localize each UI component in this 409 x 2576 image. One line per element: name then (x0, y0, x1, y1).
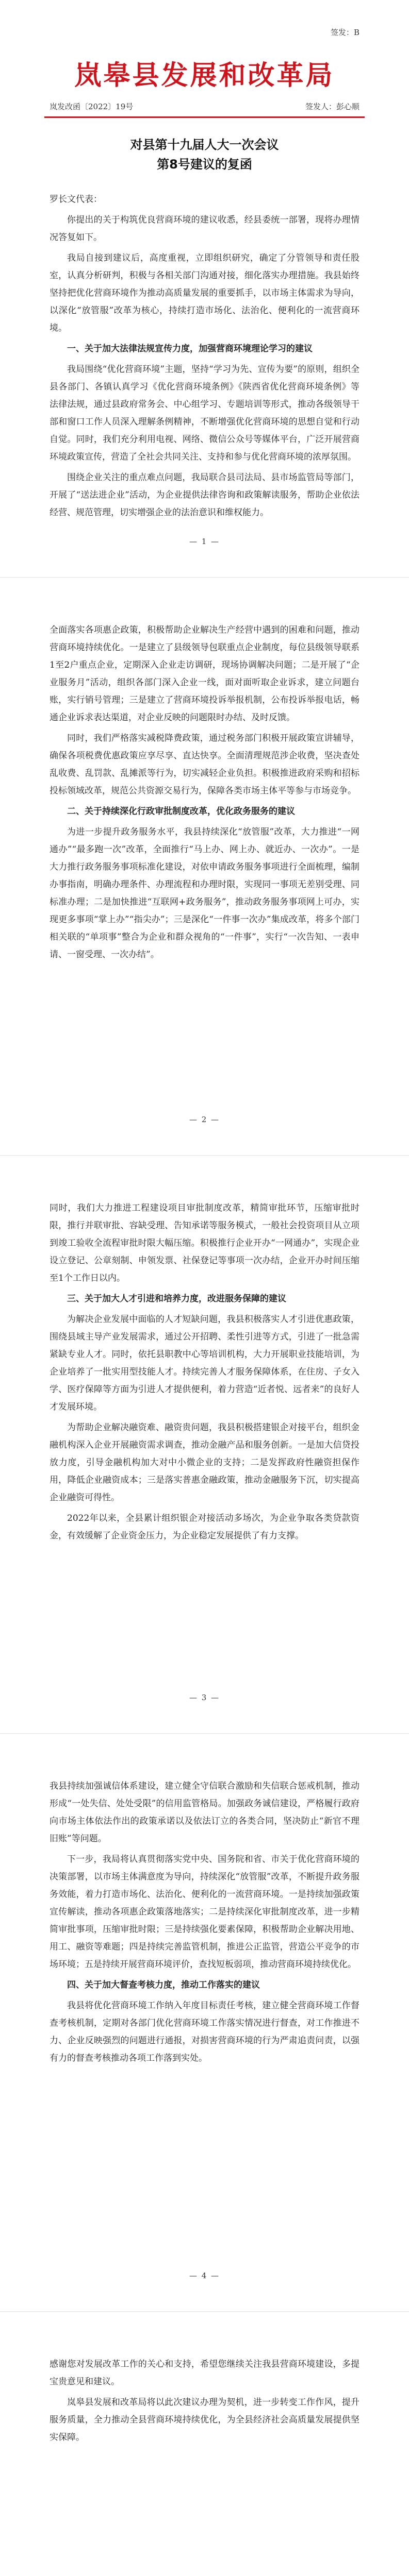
document-title (50, 135, 359, 174)
section-heading: 四、关于加大督查考核力度，推动工作落实的建议 (67, 1980, 260, 1990)
section-heading: 二、关于持续深化行政审批制度改革，优化政务服务的建议 (67, 806, 295, 817)
document-page-1 (0, 0, 409, 578)
paragraph: 为进一步提升政务服务水平，我县持续深化“放管服”改革，大力推进“一网通办”“最多跑一次”改革，全面推行“马上办、网上办、就近办、一次办”。一是大力推行政务服务事项标准化建设，对依申请政务服务事项进行全面梳理，编制办事指南，明确办理条件、办理流程和办理时限，实现同一事项无差别受理、同标准办理；二是加快推进“互联网+政务服务”，推动政务服务事项网上可办，实现更多事项“掌上办”“指尖办”；三是深化“一件事一次办”集成改革，将多个部门相关联的“单项事”整合为企业和群众视角的“一件事”，实行“一次告知、一表申请、一窗受理、一次办结”。 (50, 827, 359, 960)
page-body (50, 621, 359, 1098)
document-number-line (50, 101, 359, 112)
page-paragraphs (50, 2355, 359, 2446)
document-page-3 (0, 1156, 409, 1734)
page-body (50, 1199, 359, 1676)
page-body (50, 191, 359, 520)
document-page-4 (0, 1734, 409, 2312)
paragraph-continuation: 我县持续加强诚信体系建设，建立健全守信联合激励和失信联合惩戒机制，推动形成“一处失信、处处受限”的信用监管格局。加强政务诚信建设，严格履行政府向市场主体依法作出的政策承诺以及依法订立的各类合同，坚决防止“新官不理旧账”等问题。 (50, 1781, 359, 1844)
paragraph: 为帮助企业解决融资难、融资贵问题，我县积极搭建银企对接平台，组织金融机构深入企业开展融资需求调查，推动金融产品和服务创新。一是加大信贷投放力度，引导金融机构加大对中小微企业的支持；二是发挥政府性融资担保作用，降低企业融资成本；三是落实普惠金融政策，推动金融服务下沉，切实提高企业融资可得性。 (50, 1422, 359, 1503)
page-paragraphs (50, 211, 359, 520)
paragraph: 你提出的关于构筑优良营商环境的建议收悉，经县委统一部署，现将办理情况答复如下。 (50, 215, 359, 243)
paragraph: 岚皋县发展和改革局将以此次建议办理为契机，进一步转变工作作风，提升服务质量，全力推动全县营商环境持续优化，为全县经济社会高质量发展提供坚实保障。 (50, 2397, 359, 2443)
title-line-2: 第8号建议的复函 (157, 157, 252, 172)
page-body (50, 1777, 359, 2255)
copy-mark: 签发：B (330, 28, 359, 37)
agency-name-header: 岚皋县发展和改革局 (74, 60, 335, 91)
page-body (50, 2355, 359, 2576)
document-page-5 (0, 2312, 409, 2576)
paragraph-continuation: 感谢您对发展改革工作的关心和支持，希望您继续关注我县营商环境建设，多提宝贵意见和建议。 (50, 2359, 359, 2387)
red-divider (44, 116, 365, 118)
page-number: — 4 — (189, 2271, 220, 2280)
paragraph: 下一步，我局将认真贯彻落实党中央、国务院和省、市关于优化营商环境的决策部署，以市场主体满意度为导向，持续深化“放管服”改革，不断提升政务服务效能，着力打造市场化、法治化、便利化的一流营商环境。一是持续加强政策宣传解读，推动各项惠企政策落地落实；二是持续深化审批制度改革，进一步精简审批事项，压缩审批时限；三是持续强化要素保障，积极帮助企业解决用地、用工、融资等难题；四是持续完善监管机制，推进公正监管，营造公平竞争的市场环境；五是持续开展营商环境评价，查找短板弱项，推动营商环境持续优化。 (50, 1854, 359, 1970)
paragraph: 我县将优化营商环境工作纳入年度目标责任考核，建立健全营商环境工作督查考核机制，定期对各部门优化营商环境工作落实情况进行督查，对工作推进不力、企业反映强烈的问题进行通报，对损害营商环境的行为严肃追责问责，以强有力的督查考核推动各项工作落到实处。 (50, 2001, 359, 2063)
title-line-1: 对县第十九届人大一次会议 (130, 138, 279, 152)
document-page-2 (0, 578, 409, 1156)
section-heading: 一、关于加大法律法规宣传力度，加强营商环境理论学习的建议 (67, 344, 313, 354)
page-paragraphs (50, 1777, 359, 2067)
paragraph: 为解决企业发展中面临的人才短缺问题，我县积极落实人才引进优惠政策，围绕县域主导产业发展需求，通过公开招聘、柔性引进等方式，引进了一批急需紧缺专业人才。同时，依托县职教中心等培训机构，大力开展职业技能培训，为企业培养了一批实用型技能人才。持续完善人才服务保障体系，在住房、子女入学、医疗保障等方面为引进人才提供便利，着力营造“近者悦、远者来”的良好人才发展环境。 (50, 1314, 359, 1412)
paragraph: 围绕企业关注的重点难点问题，我局联合县司法局、县市场监管局等部门，开展了“送法进企业”活动，为企业提供法律咨询和政策解读服务，帮助企业依法经营、规范管理，切实增强企业的法治意识和维权能力。 (50, 472, 359, 518)
page-number: — 3 — (189, 1693, 220, 1702)
section-heading: 三、关于加大人才引进和培养力度，改进服务保障的建议 (67, 1294, 286, 1304)
signer: 签发人：彭心顺 (305, 102, 359, 111)
paragraph-continuation: 同时，我们大力推进工程建设项目审批制度改革，精简审批环节，压缩审批时限，推行并联审批、容缺受理、告知承诺等服务模式，一般社会投资项目从立项到竣工验收全流程审批时限大幅压缩。积极推行企业开办“一网通办”，实现企业设立登记、公章刻制、申领发票、社保登记等事项一次办结，企业开办时间压缩至1个工作日以内。 (50, 1203, 359, 1283)
page-paragraphs (50, 621, 359, 963)
paragraph: 我局自接到建议后，高度重视，立即组织研究，确定了分管领导和责任股室，认真分析研判，积极与各相关部门沟通对接，细化落实办理措施。我县始终坚持把优化营商环境作为推动高质量发展的重要抓手，以市场主体需求为导向，以深化“放管服”改革为核心，持续打造市场化、法治化、便利化的一流营商环境。 (50, 253, 359, 333)
salutation: 罗长文代表： (50, 194, 102, 205)
paragraph: 我局围绕“优化营商环境”主题，坚持“学习为先、宣传为要”的原则，组织全县各部门、各镇认真学习《优化营商环境条例》《陕西省优化营商环境条例》等法律法规，通过县政府常务会、中心组学习、专题培训等形式，推动各级领导干部和窗口工作人员深入理解条例精神，不断增强优化营商环境的思想自觉和行动自觉。同时，我们充分利用电视、网络、微信公众号等媒体平台，广泛开展营商环境政策宣传，营造了全社会共同关注、支持和参与优化营商环境的浓厚氛围。 (50, 364, 359, 462)
paragraph: 同时，我们严格落实减税降费政策，通过税务部门积极开展政策宣讲辅导，确保各项税费优惠政策应享尽享、直达快享。全面清理规范涉企收费，坚决查处乱收费、乱罚款、乱摊派等行为，切实减轻企业负担。积极推进政府采购和招标投标领域改革，规范公共资源交易行为，保障各类市场主体平等参与市场竞争。 (50, 733, 359, 796)
paragraph: 2022年以来，全县累计组织银企对接活动多场次，为企业争取各类贷款资金，有效缓解了企业资金压力，为企业稳定发展提供了有力支撑。 (50, 1513, 359, 1541)
page-paragraphs (50, 1199, 359, 1545)
page-number: — 1 — (189, 537, 220, 546)
paragraph-continuation: 全面落实各项惠企政策，积极帮助企业解决生产经营中遇到的困难和问题，推动营商环境持续优化。一是建立了县级领导包联重点企业制度，每位县级领导联系1至2户重点企业，定期深入企业走访调研，现场协调解决问题；二是开展了“企业服务月”活动，组织各部门深入企业一线，面对面听取企业诉求，建立问题台账，实行销号管理；三是建立了营商环境投诉举报机制，公布投诉举报电话，畅通企业诉求表达渠道，对企业反映的问题限时办结、及时反馈。 (50, 625, 359, 723)
document-number: 岚发改函〔2022〕19号 (50, 102, 134, 111)
page-number: — 2 — (189, 1115, 220, 1124)
